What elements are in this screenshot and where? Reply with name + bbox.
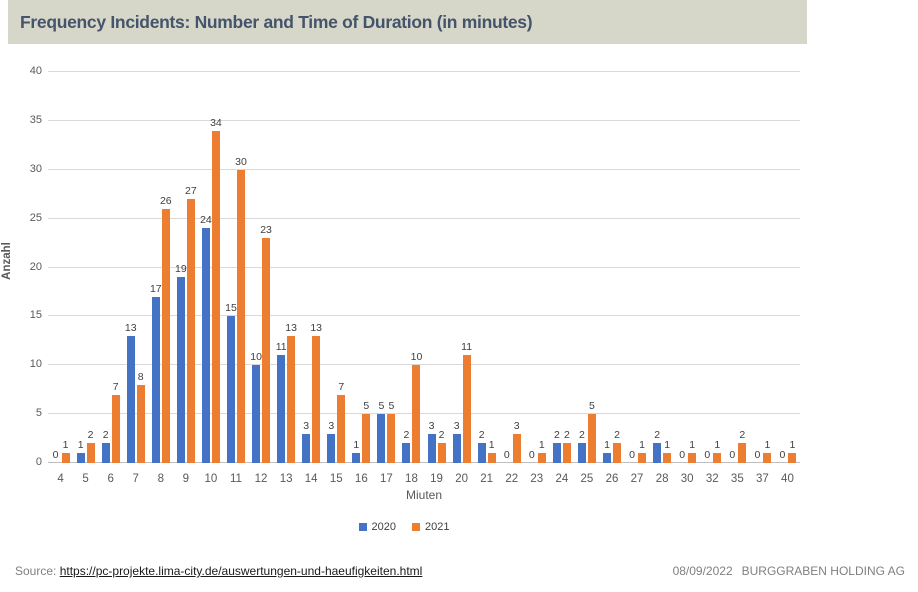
bar-2021-4 [62,453,70,463]
legend-swatch-2021 [412,523,420,531]
data-label-2021-30: 1 [689,439,696,452]
x-tick-label: 20 [455,473,468,485]
bar-group [399,72,424,485]
bar-2021-20 [463,355,471,463]
x-tick-label: 32 [705,473,719,485]
bar-2021-16 [362,414,370,463]
bar-group [324,72,349,485]
bar-group [73,72,98,485]
y-tick-label: 35 [29,113,42,126]
footer-source [15,564,422,578]
bar-2020-7 [127,336,135,463]
x-tick-label: 25 [580,473,594,485]
bar-2021-37 [763,453,771,463]
x-tick-label: 15 [329,473,343,485]
y-tick-label: 10 [29,358,42,371]
footer-company: BURGGRABEN HOLDING AG [741,564,905,578]
source-label: Source: [15,564,57,578]
bar-group [750,72,775,485]
data-label-2021-22: 3 [513,419,520,432]
bar-2021-5 [87,443,95,463]
bar-2021-8 [162,209,170,463]
bar-2021-27 [638,453,646,463]
bar-group [48,72,73,485]
bar-group [574,72,599,485]
page-title: Frequency Incidents: Number and Time of Duration (in minutes) [20,11,533,32]
bar-2021-24 [563,443,571,463]
data-label-2020-26: 1 [604,439,610,452]
bar-2020-17 [377,414,385,463]
data-label-2021-8: 26 [159,194,172,207]
bar-group [223,72,248,485]
bar-2020-26 [603,453,611,463]
data-label-2021-25: 5 [589,400,595,413]
x-tick-label: 21 [480,473,494,485]
bar-2021-26 [613,443,621,463]
data-label-2021-40: 1 [789,439,796,452]
data-label-2020-40: 0 [779,449,786,461]
bar-2021-12 [262,238,270,463]
data-label-2020-7: 13 [124,321,137,334]
x-tick-label: 4 [57,473,64,485]
data-label-2021-14: 13 [310,321,323,334]
data-label-2020-10: 24 [200,214,212,227]
x-tick-label: 8 [157,473,164,485]
data-label-2021-24: 2 [563,429,570,442]
x-tick-label: 24 [555,473,569,485]
bar-2021-9 [187,199,195,463]
bar-group [725,72,750,485]
bar-2020-8 [152,297,160,463]
bar-group [274,72,299,485]
bar-group [625,72,650,485]
bar-group [424,72,449,485]
bar-2021-10 [212,131,220,463]
x-tick-label: 27 [630,473,644,485]
x-tick-label: 40 [781,473,794,485]
bar-group [474,72,499,485]
bar-2021-22 [513,434,521,463]
bar-group [524,72,549,485]
x-tick-label: 6 [107,473,114,485]
bar-group [549,72,574,485]
data-label-2021-18: 10 [410,351,423,364]
data-label-2020-20: 3 [453,419,460,432]
bar-2021-35 [738,443,746,463]
bar-2021-32 [713,453,721,463]
y-tick-label: 5 [35,407,42,420]
bar-2020-10 [202,228,210,463]
legend-label-2020: 2020 [371,521,396,533]
x-tick-label: 26 [605,473,619,485]
data-label-2021-23: 1 [538,439,545,452]
bar-group [98,72,123,485]
bar-2020-11 [227,316,235,463]
bar-2021-7 [137,385,145,463]
x-tick-label: 23 [530,473,544,485]
bar-2020-24 [553,443,561,463]
data-label-2020-5: 1 [77,439,84,452]
data-label-2021-4: 1 [62,439,69,452]
bar-group [449,72,474,485]
y-tick-label: 15 [29,309,42,322]
data-label-2021-19: 2 [438,429,445,442]
data-label-2020-27: 0 [629,449,635,461]
data-label-2020-13: 11 [275,341,287,354]
x-tick-label: 14 [304,473,318,485]
data-label-2021-28: 1 [664,439,671,452]
x-tick-label: 37 [755,473,769,485]
data-label-2021-37: 1 [764,439,771,452]
legend [28,521,780,533]
data-label-2020-17: 5 [378,400,385,413]
data-label-2020-11: 15 [225,302,237,315]
plot-area [48,72,800,485]
footer-date: 08/09/2022 [672,564,733,578]
bar-2021-25 [588,414,596,463]
data-label-2021-26: 2 [614,429,620,442]
bar-2020-18 [402,443,410,463]
data-label-2020-23: 0 [528,449,535,461]
y-tick-label: 40 [29,65,42,77]
bar-group [775,72,800,485]
data-label-2021-10: 34 [210,116,222,129]
x-axis-title: Miuten [405,488,443,502]
data-label-2021-7: 8 [137,370,144,383]
data-label-2020-35: 0 [729,449,736,461]
bar-group [675,72,700,485]
y-tick-label: 20 [29,260,42,273]
x-tick-label: 10 [204,473,218,485]
data-label-2021-27: 1 [639,439,645,452]
x-tick-label: 11 [230,473,242,485]
bar-2020-9 [177,277,185,463]
x-tick-label: 9 [182,473,190,485]
bar-group [249,72,274,485]
data-label-2021-12: 23 [260,224,272,237]
bar-group [173,72,198,485]
bar-group [650,72,675,485]
data-label-2020-8: 17 [149,282,162,295]
x-tick-label: 28 [655,473,669,485]
x-tick-label: 17 [379,473,393,485]
data-label-2020-37: 0 [754,449,761,461]
data-label-2021-5: 2 [87,429,94,442]
bar-2021-21 [488,453,496,463]
x-tick-label: 16 [354,473,368,485]
x-tick-label: 7 [132,473,139,485]
bar-group [123,72,148,485]
data-label-2020-19: 3 [428,419,435,432]
bar-group [700,72,725,485]
x-tick-label: 18 [405,473,418,485]
bar-2021-15 [337,395,345,463]
bar-2021-14 [312,336,320,463]
bar-group [374,72,399,485]
bar-2021-17 [387,414,395,463]
y-axis-title: Anzahl [1,242,13,280]
data-label-2020-16: 1 [353,439,360,452]
data-label-2020-25: 2 [579,429,585,442]
data-label-2020-24: 2 [553,429,560,442]
data-label-2020-15: 3 [328,419,335,432]
bar-2020-13 [277,355,285,463]
x-tick-label: 35 [730,473,744,485]
x-tick-label: 5 [82,473,89,485]
legend-entry-2020 [359,521,396,533]
bar-2021-6 [112,395,120,463]
footer-stamp [673,564,905,578]
data-label-2020-18: 2 [403,429,410,442]
bar-2021-23 [538,453,546,463]
bar-2021-13 [287,336,295,463]
data-label-2021-15: 7 [338,380,345,393]
bar-2020-20 [453,434,461,463]
data-label-2021-17: 5 [388,400,395,413]
data-label-2021-6: 7 [112,380,119,393]
bar-2020-12 [252,365,260,463]
data-label-2021-21: 1 [488,439,495,452]
y-tick-label: 0 [35,456,42,468]
bar-2021-11 [237,170,245,463]
data-label-2020-32: 0 [704,449,711,461]
title-bar [8,0,807,44]
data-label-2020-28: 2 [654,429,661,442]
bar-2021-40 [788,453,796,463]
bar-group [299,72,324,485]
legend-entry-2021 [412,521,449,533]
data-label-2021-35: 2 [739,429,746,442]
bar-2020-14 [302,434,310,463]
x-tick-label: 22 [505,473,519,485]
bar-2020-6 [102,443,110,463]
bar-2020-15 [327,434,335,463]
x-tick-label: 30 [680,473,694,485]
bar-2020-16 [352,453,360,463]
y-tick-label: 30 [29,162,42,175]
data-label-2021-9: 27 [185,185,197,198]
data-label-2020-4: 0 [52,449,59,461]
data-label-2021-20: 11 [461,341,473,354]
data-label-2020-30: 0 [679,449,686,461]
data-label-2021-32: 1 [714,439,721,452]
data-label-2021-11: 30 [235,155,247,168]
bar-2020-25 [578,443,586,463]
data-label-2020-12: 10 [250,351,262,364]
data-label-2020-21: 2 [478,429,485,442]
data-label-2021-13: 13 [285,321,297,334]
data-label-2020-6: 2 [102,429,109,442]
bar-2021-30 [688,453,696,463]
legend-label-2021: 2021 [425,521,450,533]
y-tick-label: 25 [29,211,42,224]
bar-group [599,72,624,485]
data-label-2020-14: 3 [303,419,310,432]
x-tick-label: 19 [430,473,443,485]
bar-group [198,72,223,485]
bar-2021-28 [663,453,671,463]
x-tick-label: 13 [279,473,293,485]
x-tick-label: 12 [254,473,268,485]
bar-2020-5 [77,453,85,463]
source-link[interactable]: https://pc-projekte.lima-city.de/auswertungen-und-haeufigkeiten.html [59,564,423,578]
legend-swatch-2020 [359,523,367,531]
data-label-2020-9: 19 [175,263,187,276]
bar-2021-18 [412,365,420,463]
bar-2021-19 [438,443,446,463]
data-label-2020-22: 0 [503,449,510,461]
data-label-2021-16: 5 [363,400,370,413]
bar-group [499,72,524,485]
